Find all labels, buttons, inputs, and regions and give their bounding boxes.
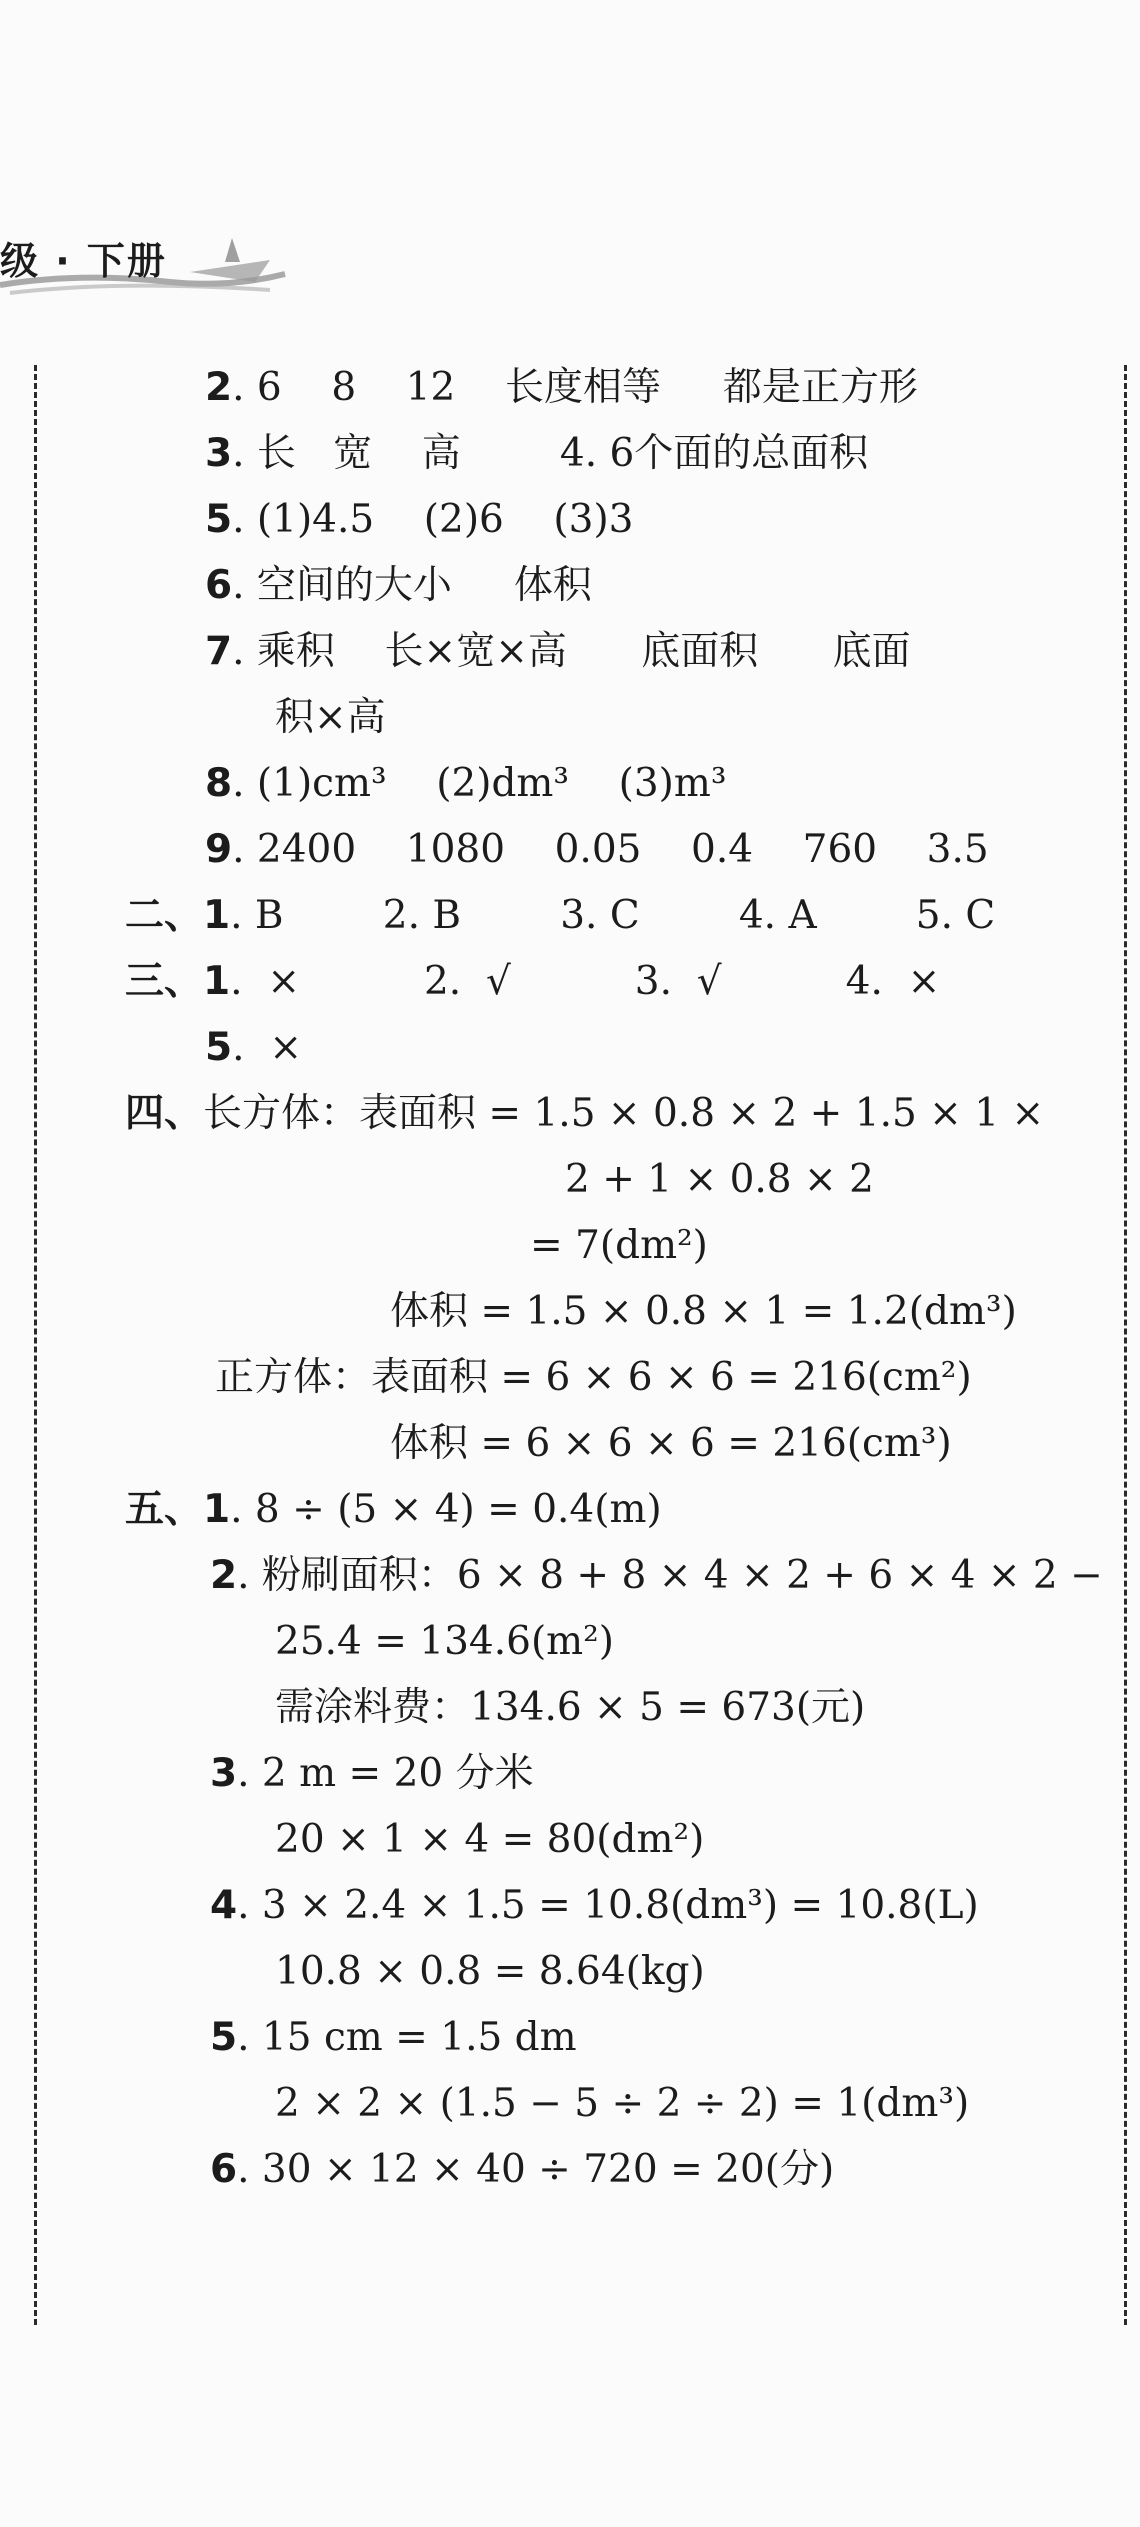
item-number: 二、1 bbox=[125, 893, 231, 938]
answer-line bbox=[530, 1213, 708, 1279]
answer-line bbox=[390, 1279, 1017, 1345]
line-text: 正方体：表面积 = 6 × 6 × 6 = 216(cm²) bbox=[215, 1355, 972, 1400]
answer-line bbox=[125, 949, 940, 1015]
answer-line bbox=[210, 2005, 577, 2071]
item-number: 五、1 bbox=[125, 1487, 231, 1532]
item-number: 9 bbox=[205, 827, 233, 872]
answer-line bbox=[205, 355, 918, 421]
line-text: . 2400 1080 0.05 0.4 760 3.5 bbox=[232, 827, 989, 872]
line-text: 长方体：表面积 = 1.5 × 0.8 × 2 + 1.5 × 1 × bbox=[203, 1091, 1045, 1136]
line-text: . 长 宽 高 4. 6个面的总面积 bbox=[232, 431, 869, 476]
line-text: . 粉刷面积：6 × 8 + 8 × 4 × 2 + 6 × 4 × 2 − bbox=[237, 1553, 1103, 1598]
item-number: 3 bbox=[205, 431, 233, 476]
answer-line bbox=[125, 883, 995, 949]
item-number: 8 bbox=[205, 761, 233, 806]
answer-line bbox=[275, 1807, 704, 1873]
line-text: . 乘积 长×宽×高 底面积 底面 bbox=[232, 629, 911, 674]
line-text: 2 × 2 × (1.5 − 5 ÷ 2 ÷ 2) = 1(dm³) bbox=[275, 2081, 970, 2126]
line-text: . B 2. B 3. C 4. A 5. C bbox=[230, 893, 996, 938]
answer-line bbox=[215, 1345, 972, 1411]
item-number: 4 bbox=[210, 1883, 238, 1928]
answer-line bbox=[205, 487, 634, 553]
line-text: 体积 = 6 × 6 × 6 = 216(cm³) bbox=[390, 1421, 952, 1466]
header-label: 级 · 下册 bbox=[0, 239, 167, 283]
line-text: 25.4 = 134.6(m²) bbox=[275, 1619, 615, 1664]
item-number: 6 bbox=[205, 563, 233, 608]
left-dashed-border bbox=[34, 365, 37, 2325]
answer-line bbox=[205, 619, 911, 685]
answer-line bbox=[390, 1411, 952, 1477]
line-text: . 2 m = 20 分米 bbox=[237, 1751, 534, 1796]
line-text: . (1)4.5 (2)6 (3)3 bbox=[232, 497, 634, 542]
line-text: . × 2. √ 3. √ 4. × bbox=[230, 959, 941, 1004]
answer-line bbox=[205, 817, 989, 883]
answer-line bbox=[275, 1609, 614, 1675]
line-text: . 15 cm = 1.5 dm bbox=[237, 2015, 577, 2060]
item-number: 7 bbox=[205, 629, 233, 674]
item-number: 5 bbox=[210, 2015, 238, 2060]
answer-line bbox=[210, 1741, 534, 1807]
line-text: 需涂料费：134.6 × 5 = 673(元) bbox=[275, 1685, 866, 1730]
right-dashed-border bbox=[1124, 365, 1127, 2325]
line-text: . 空间的大小 体积 bbox=[232, 563, 592, 608]
item-number: 四、 bbox=[125, 1091, 204, 1136]
line-text: . 3 × 2.4 × 1.5 = 10.8(dm³) = 10.8(L) bbox=[237, 1883, 979, 1928]
item-number: 3 bbox=[210, 1751, 238, 1796]
line-text: 2 + 1 × 0.8 × 2 bbox=[565, 1157, 874, 1202]
answer-line bbox=[205, 421, 868, 487]
line-text: 积×高 bbox=[275, 695, 386, 740]
page-header bbox=[0, 210, 330, 310]
answer-line bbox=[565, 1147, 874, 1213]
line-text: . 30 × 12 × 40 ÷ 720 = 20(分) bbox=[237, 2147, 835, 2192]
answer-line bbox=[125, 1081, 1044, 1147]
answer-line bbox=[205, 1015, 302, 1081]
item-number: 三、1 bbox=[125, 959, 231, 1004]
item-number: 6 bbox=[210, 2147, 238, 2192]
item-number: 2 bbox=[210, 1553, 238, 1598]
answer-line bbox=[125, 1477, 662, 1543]
answer-line bbox=[205, 553, 592, 619]
line-text: . × bbox=[232, 1025, 303, 1070]
line-text: . 6 8 12 长度相等 都是正方形 bbox=[232, 365, 918, 410]
item-number: 5 bbox=[205, 1025, 233, 1070]
line-text: 体积 = 1.5 × 0.8 × 1 = 1.2(dm³) bbox=[390, 1289, 1017, 1334]
answer-line bbox=[275, 2071, 969, 2137]
answer-line bbox=[205, 751, 727, 817]
line-text: 20 × 1 × 4 = 80(dm²) bbox=[275, 1817, 705, 1862]
item-number: 5 bbox=[205, 497, 233, 542]
answer-line bbox=[210, 2137, 834, 2203]
line-text: . 8 ÷ (5 × 4) = 0.4(m) bbox=[230, 1487, 662, 1532]
answer-line bbox=[275, 1675, 865, 1741]
answer-line bbox=[210, 1543, 1103, 1609]
line-text: = 7(dm²) bbox=[530, 1223, 708, 1268]
line-text: . (1)cm³ (2)dm³ (3)m³ bbox=[232, 761, 727, 806]
line-text: 10.8 × 0.8 = 8.64(kg) bbox=[275, 1949, 705, 1994]
answer-line bbox=[275, 685, 386, 751]
item-number: 2 bbox=[205, 365, 233, 410]
answer-line bbox=[210, 1873, 979, 1939]
answer-line bbox=[275, 1939, 705, 2005]
